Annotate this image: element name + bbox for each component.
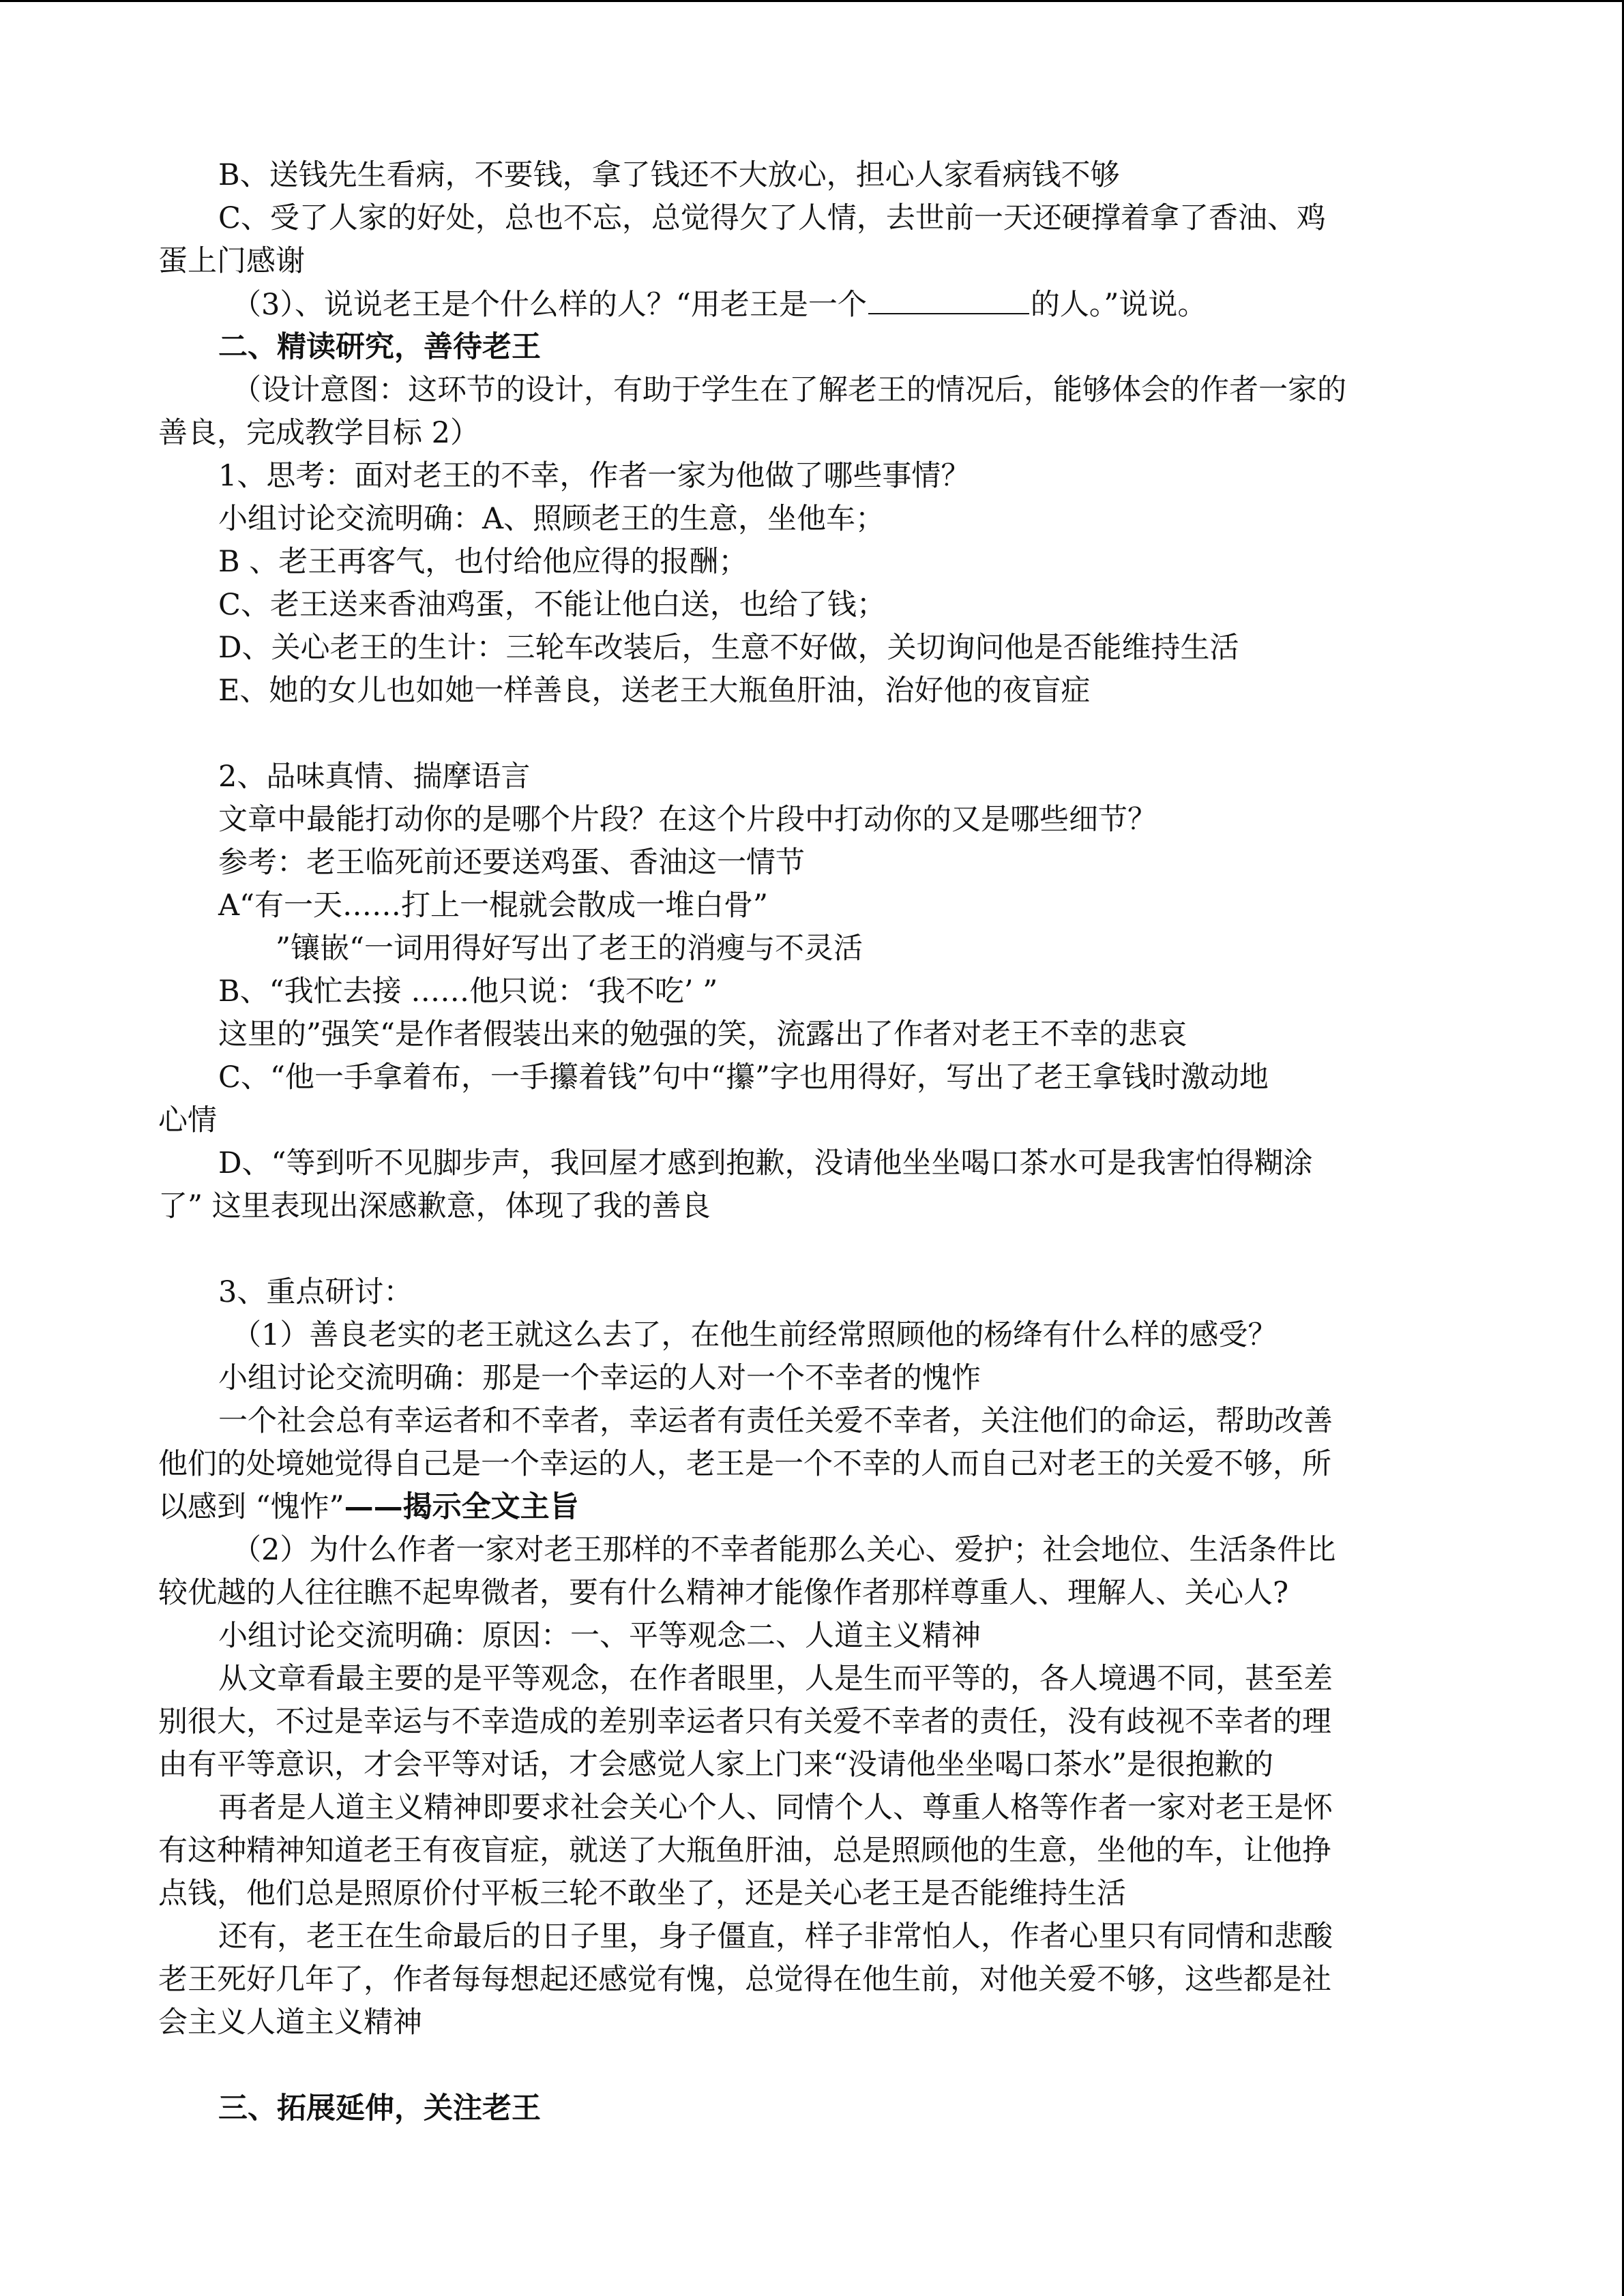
detail-c-cont: 心情 [158, 1103, 217, 1137]
answer-line-b: B、送钱先生看病，不要钱，拿了钱还不大放心，担心人家看病钱不够 [218, 158, 1120, 192]
theme-reveal: ——揭示全文主旨 [344, 1490, 579, 1524]
reference-line: 参考：老王临死前还要送鸡蛋、香油这一情节 [218, 846, 805, 880]
list-item-d: D、关心老王的生计：三轮车改装后，生意不好做，关切询问他是否能维持生活 [218, 631, 1239, 665]
paragraph-line: 他们的处境她觉得自己是一个幸运的人，老王是一个不幸的人而自己对老王的关爱不够，所 [158, 1447, 1331, 1481]
detail-b-comment: 这里的”强笑“是作者假装出来的勉强的笑，流露出了作者对老王不幸的悲哀 [218, 1017, 1187, 1052]
paragraph-line: 还有，老王在生命最后的日子里，身子僵直，样子非常怕人，作者心里只有同情和悲酸 [218, 1920, 1333, 1954]
answer-line-c: C、受了人家的好处，总也不忘，总觉得欠了人情，去世前一天还硬撑着拿了香油、鸡 [218, 201, 1326, 235]
paragraph-line: 会主义人道主义精神 [158, 2006, 422, 2040]
list-item-c: C、老王送来香油鸡蛋，不能让他白送，也给了钱； [218, 588, 886, 622]
detail-c: C、“他一手拿着布，一手攥着钱”句中“攥”字也用得好，写出了老王拿钱时激动地 [218, 1060, 1269, 1094]
discussion-question-2: （2）为什么作者一家对老王那样的不幸者能那么关心、爱护；社会地位、生活条件比 [232, 1533, 1336, 1567]
think-question: 1、思考：面对老王的不幸，作者一家为他做了哪些事情？ [218, 459, 971, 493]
detail-a-comment: ”镶嵌“一词用得好写出了老王的消瘦与不灵活 [276, 931, 863, 966]
discussion-question-2-cont: 较优越的人往往瞧不起卑微者，要有什么精神才能像作者那样尊重人、理解人、关心人? [158, 1576, 1289, 1610]
fill-in-blank [868, 283, 1029, 314]
discussion-question-1: （1）善良老实的老王就这么去了，在他生前经常照顾他的杨绛有什么样的感受？ [232, 1318, 1278, 1352]
detail-a: A“有一天……打上一棍就会散成一堆白骨” [218, 889, 769, 923]
paragraph-line: 有这种精神知道老王有夜盲症，就送了大瓶鱼肝油，总是照顾他的生意，坐他的车，让他挣 [158, 1834, 1331, 1868]
group-discussion-a: 小组讨论交流明确：A、照顾老王的生意，坐他车； [218, 502, 885, 536]
question-3 [158, 283, 1468, 326]
reading-question: 文章中最能打动你的是哪个片段？在这个片段中打动你的又是哪些细节？ [218, 803, 1157, 837]
spacer [158, 1228, 1468, 1271]
question-3-suffix: 的人。”说说。 [1030, 288, 1207, 322]
spacer [158, 713, 1468, 756]
discussion-answer-2: 小组讨论交流明确：原因：一、平等观念二、人道主义精神 [218, 1619, 981, 1653]
discussion-answer-1: 小组讨论交流明确：那是一个幸运的人对一个不幸者的愧怍 [218, 1361, 981, 1395]
paragraph-line: 老王死好几年了，作者每每想起还感觉有愧，总觉得在他生前，对他关爱不够，这些都是社 [158, 1963, 1331, 1997]
section-heading-3: 三、拓展延伸，关注老王 [218, 2091, 541, 2126]
paragraph-line: 由有平等意识，才会平等对话，才会感觉人家上门来“没请他坐坐喝口茶水”是很抱歉的 [158, 1748, 1273, 1782]
design-intent-cont: 善良，完成教学目标 2） [158, 416, 480, 450]
paragraph-line: 别很大，不过是幸运与不幸造成的差别幸运者只有关爱不幸者的责任，没有歧视不幸者的理 [158, 1705, 1331, 1739]
paragraph-line: 点钱，他们总是照原价付平板三轮不敢坐了，还是关心老王是否能维持生活 [158, 1877, 1126, 1911]
detail-d: D、“等到听不见脚步声，我回屋才感到抱歉，没请他坐坐喝口茶水可是我害怕得糊涂 [218, 1146, 1313, 1180]
list-item-e: E、她的女儿也如她一样善良，送老王大瓶鱼肝油，治好他的夜盲症 [218, 674, 1091, 708]
paragraph-line [158, 1486, 1468, 1529]
question-3-prefix: （3）、说说老王是个什么样的人？“用老王是一个 [232, 288, 867, 322]
list-item-b: B 、老王再客气，也付给他应得的报酬； [218, 545, 748, 579]
paragraph-line: 再者是人道主义精神即要求社会关心个人、同情个人、尊重人格等作者一家对老王是怀 [218, 1791, 1333, 1825]
paragraph-line: 从文章看最主要的是平等观念，在作者眼里，人是生而平等的，各人境遇不同，甚至差 [218, 1662, 1333, 1696]
theme-prefix: 以感到 “愧怍” [158, 1490, 344, 1524]
subsection-3-title: 3、重点研讨： [218, 1275, 413, 1309]
document-body [158, 154, 1468, 2130]
detail-d-cont: 了” 这里表现出深感歉意，体现了我的善良 [158, 1189, 711, 1223]
paragraph-line: 一个社会总有幸运者和不幸者，幸运者有责任关爱不幸者，关注他们的命运，帮助改善 [218, 1404, 1333, 1438]
answer-line-c-cont: 蛋上门感谢 [158, 244, 305, 278]
design-intent-line: （设计意图：这环节的设计，有助于学生在了解老王的情况后，能够体会的作者一家的 [232, 373, 1346, 407]
section-heading-2: 二、精读研究，善待老王 [218, 330, 541, 364]
subsection-2-title: 2、品味真情、揣摩语言 [218, 760, 531, 794]
detail-b: B、“我忙去接 ……他只说：‘我不吃’ ” [218, 974, 718, 1009]
spacer [158, 2044, 1468, 2087]
